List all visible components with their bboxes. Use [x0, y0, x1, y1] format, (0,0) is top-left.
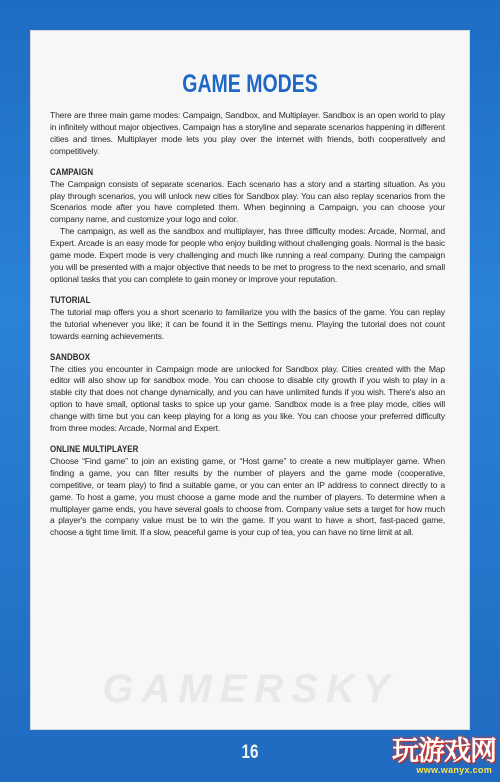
brand-url: www.wanyx.com [416, 765, 492, 775]
tutorial-paragraph: The tutorial map offers you a short scenario to familiarize you with the basics of the game. You can replay the tutorial whenever you like; it can be found it in the Settings menu. Playing the tutorial does not count towards earning achievements. [50, 306, 445, 341]
watermark-text: GAMERSKY [102, 667, 398, 711]
campaign-paragraph-2: The campaign, as well as the sandbox and multiplayer, has three difficulty modes: Arcade, Normal, and Expert. Arcade is an easy mode for people who enjoy building without challenging goals. Normal is the basic game mode. Expert mode is very challenging and much like running a real company. During the campaign you will be presented with a major objective that needs to be met to progress to the next scenario, and small optional tasks that you can complete to gain money or improve your reputation. [50, 226, 445, 284]
section-heading-campaign: CAMPAIGN [50, 166, 94, 177]
section-heading-tutorial: TUTORIAL [50, 294, 91, 305]
multiplayer-paragraph: Choose “Find game” to join an existing game, or “Host game” to create a new multiplayer game. When finding a game, you can filter results by the number of players and the game mode (cooperative, competitive, or team play) to find a suitable game, or you can enter an IP address to connect directly to a game. To host a game, you must choose a game mode and the number of players. To determine when a multiplayer game ends, you have several goals to choose from. Company value sets a target for how much a player's the company value must be to win the game. If you want to have a short, fast-paced game, choose a tight time limit. If a slow, peaceful game is your cup of tea, you can have no time limit at all. [50, 455, 445, 538]
section-heading-sandbox: SANDBOX [50, 351, 91, 362]
brand-logo [372, 726, 500, 782]
document-page [30, 30, 470, 730]
intro-paragraph: There are three main game modes: Campaign, Sandbox, and Multiplayer. Sandbox is an open world to play in infinitely without major objectives. Campaign has a storyline and separate scenarios happening in different cities and times. Multiplayer mode lets you play over the internet with friends, both cooperatively and competitively. [50, 110, 445, 156]
sandbox-paragraph: The cities you encounter in Campaign mode are unlocked for Sandbox play. Cities created with the Map editor will also show up for sandbox mode. You can choose to disable city growth if you wish to play in a stable city that does not change dynamically, and you can have unlimited funds if you wish. There's also an option to have small, optional tasks to spice up your game. Sandbox mode is a free play mode, cities will change with time but you can keep playing for a long as you like. You can choose your preferred difficulty from three modes: Arcade, Normal and Expert. [50, 363, 445, 434]
page-number: 16 [241, 742, 259, 763]
section-heading-multiplayer: ONLINE MULTIPLAYER [50, 443, 139, 454]
page-title: GAME MODES [182, 70, 318, 98]
page-content [50, 110, 445, 539]
campaign-paragraph-1: The Campaign consists of separate scenarios. Each scenario has a story and a starting situation. As you play through scenarios, you will unlock new cities for Sandbox play. You can also replay scenarios from the Scenarios mode after you have completed them. When beginning a Campaign, you can choose your company name, and customize your logo and color. [50, 178, 445, 225]
brand-name: 玩游戏网 [392, 736, 496, 767]
